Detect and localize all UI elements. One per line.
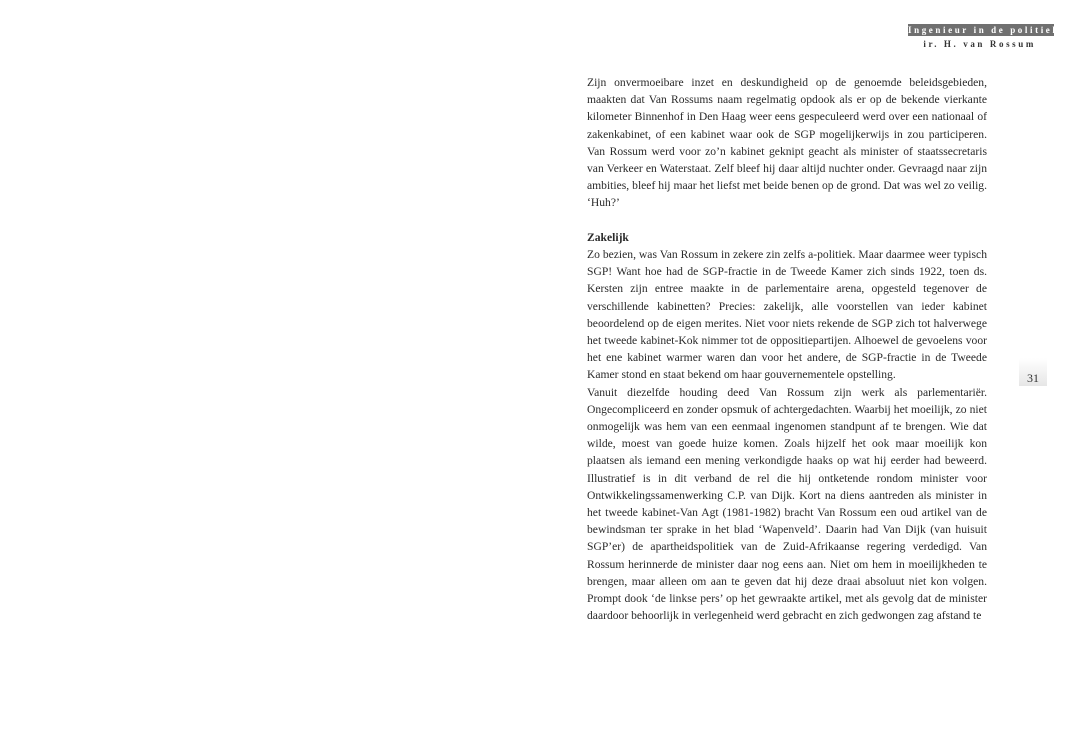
body-paragraph-3: Vanuit diezelfde houding deed Van Rossum zijn werk als parlementariër. Ongecompliceerd en zonder opsmuk of achtergedachten. Waarbij het moeilijk, zo niet onmogelijk was hem van een eenmaal ingenomen standpunt af te brengen. Wie dat wilde, moest van goede huize komen. Zoals hijzelf het ook maar moeilijk kon plaatsen als iemand een mening verkondigde haaks op wat hij eerder had beweerd. Illustratief is in dit verband de rel die hij ontketende rondom minister voor Ontwikkelingssamenwerking C.P. van Dijk. Kort na diens aantreden als minister in het tweede kabinet-Van Agt (1981-1982) bracht Van Rossum een oud artikel van de bewindsman ter sprake in het blad ‘Wapenveld’. Daarin had Van Dijk (van huisuit SGP’er) de apartheidspolitiek van de Zuid-Afrikaanse regering verdedigd. Van Rossum herinnerde de minister daar nog eens aan. Niet om hem in moeilijkheden te brengen, maar alleen om aan te geven dat hij deze draai absoluut niet kon volgen. Prompt dook ‘de linkse pers’ op het gewraakte artikel, met als gevolg dat de minister daardoor behoorlijk in verlegenheid werd gebracht en zich gedwongen zag afstand te <box>587 385 987 623</box>
page-number: 31 <box>1019 358 1047 386</box>
body-paragraph-1: Zijn onvermoeibare inzet en deskundigheid op de genoemde beleidsgebieden, maakten dat Van Rossums naam regelmatig opdook als er op de bekende vierkante kilometer Binnenhof in Den Haag weer eens gespeculeerd werd over een nationaal of zakenkabinet, of een kabinet waar ook de SGP mogelijkerwijs in zou participeren. Van Rossum werd voor zo’n kabinet geknipt geacht als minister of staatssecretaris van Verkeer en Waterstaat. Zelf bleef hij daar altijd nuchter onder. Gevraagd naar zijn ambities, bleef hij maar het liefst met beide benen op de grond. Dat was wel zo veilig. ‘Huh?’ <box>587 76 987 210</box>
running-head-author: ir. H. van Rossum <box>923 39 1036 49</box>
running-head-title: Ingenieur in de politiek <box>908 25 1060 35</box>
text-column <box>587 74 987 624</box>
body-paragraph-2: Zo bezien, was Van Rossum in zekere zin zelfs a-politiek. Maar daarmee weer typisch SGP! Want hoe had de SGP-fractie in de Tweede Kamer zich sinds 1922, toen ds. Kersten zijn entree maakte in de parlementaire arena, opgesteld tegenover de verschillende kabinetten? Precies: zakelijk, alle voorstellen van ieder kabinet beoordelend op de eigen merites. Niet voor niets rekende de SGP zich tot halverwege het tweede kabinet-Kok nimmer tot de oppositiepartijen. Alhoewel de gevoelens voor het ene kabinet warmer waren dan voor het andere, de SGP-fractie in de Tweede Kamer stond en staat bekend om haar gouvernementele opstelling. <box>587 248 987 382</box>
section-heading: Zakelijk <box>587 230 629 244</box>
running-head <box>908 24 1060 50</box>
